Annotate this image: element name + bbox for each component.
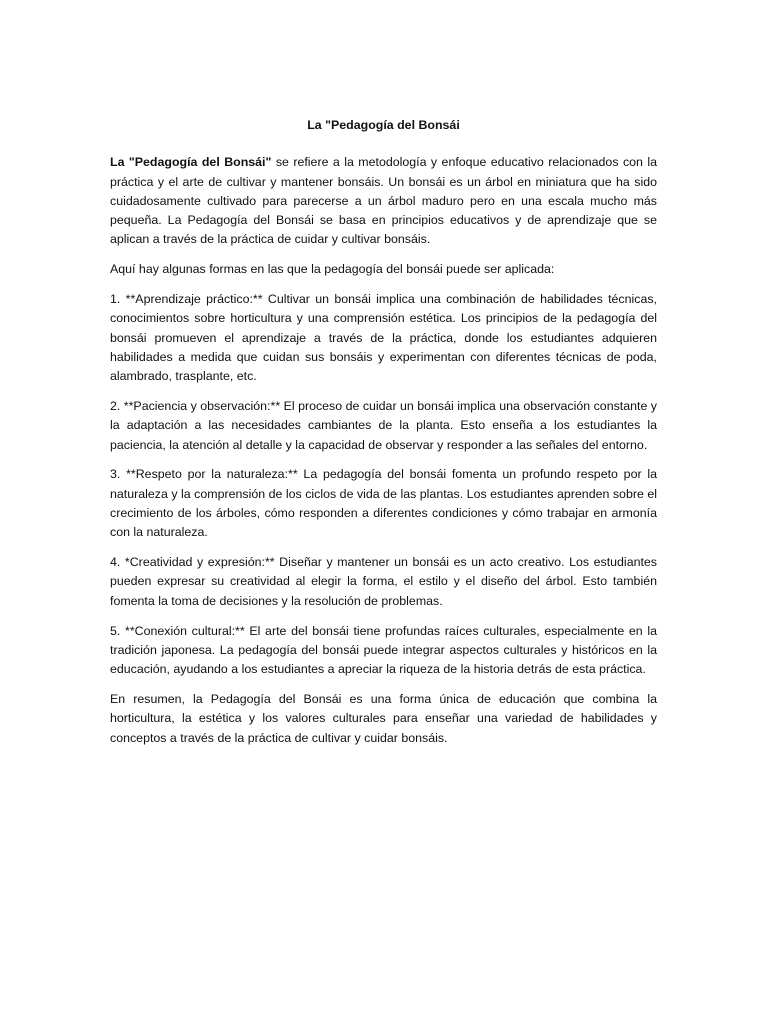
document-title: La "Pedagogía del Bonsái [307,118,460,132]
intro-paragraph [110,153,657,249]
intro-text: se refiere a la metodología y enfoque educativo relacionados con la práctica y el arte de cultivar y mantener bonsáis. Un bonsái es un árbol en miniatura que ha sido cuidadosamente cultivado para parecerse a un árbol maduro pero en una escala mucho más pequeña. La Pedagogía del Bonsái se basa en principios educativos y de aprendizaje que se aplican a través de la práctica de cuidar y cultivar bonsáis. [110,155,658,247]
list-item-4: 4. *Creatividad y expresión:** Diseñar y mantener un bonsái es un acto creativo. Los estudiantes pueden expresar su creatividad al elegir la forma, el estilo y el diseño del árbol. Esto también fomenta la toma de decisiones y la resolución de problemas. [110,555,657,608]
lead-in-paragraph: Aquí hay algunas formas en las que la pedagogía del bonsái puede ser aplicada: [110,262,555,277]
list-item-3: 3. **Respeto por la naturaleza:** La pedagogía del bonsái fomenta un profundo respeto por la naturaleza y la comprensión de los ciclos de vida de las plantas. Los estudiantes aprenden sobre el crecimiento de los árboles, cómo responden a diferentes condiciones y cómo trabajar en armonía con la naturaleza. [110,467,657,540]
list-item-2: 2. **Paciencia y observación:** El proceso de cuidar un bonsái implica una observación constante y la adaptación a las necesidades cambiantes de la planta. Esto enseña a los estudiantes la paciencia, la atención al detalle y la capacidad de observar y responder a las señales del entorno. [110,399,657,452]
list-item-1: 1. **Aprendizaje práctico:** Cultivar un bonsái implica una combinación de habilidades técnicas, conocimientos sobre horticultura y una comprensión estética. Los principios de la pedagogía del bonsái promueven el aprendizaje a través de la práctica, donde los estudiantes adquieren habilidades a medida que cuidan sus bonsáis y experimentan con diferentes técnicas de poda, alambrado, trasplante, etc. [110,292,657,384]
document-page [110,116,657,758]
conclusion-paragraph: En resumen, la Pedagogía del Bonsái es una forma única de educación que combina la horticultura, la estética y los valores culturales para enseñar una variedad de habilidades y conceptos a través de la práctica de cultivar y cuidar bonsáis. [110,691,657,745]
list-item-5: 5. **Conexión cultural:** El arte del bonsái tiene profundas raíces culturales, especialmente en la tradición japonesa. La pedagogía del bonsái puede integrar aspectos culturales y históricos en la educación, ayudando a los estudiantes a apreciar la riqueza de la historia detrás de esta práctica. [110,623,657,677]
intro-lead: La "Pedagogía del Bonsái" [110,155,272,170]
